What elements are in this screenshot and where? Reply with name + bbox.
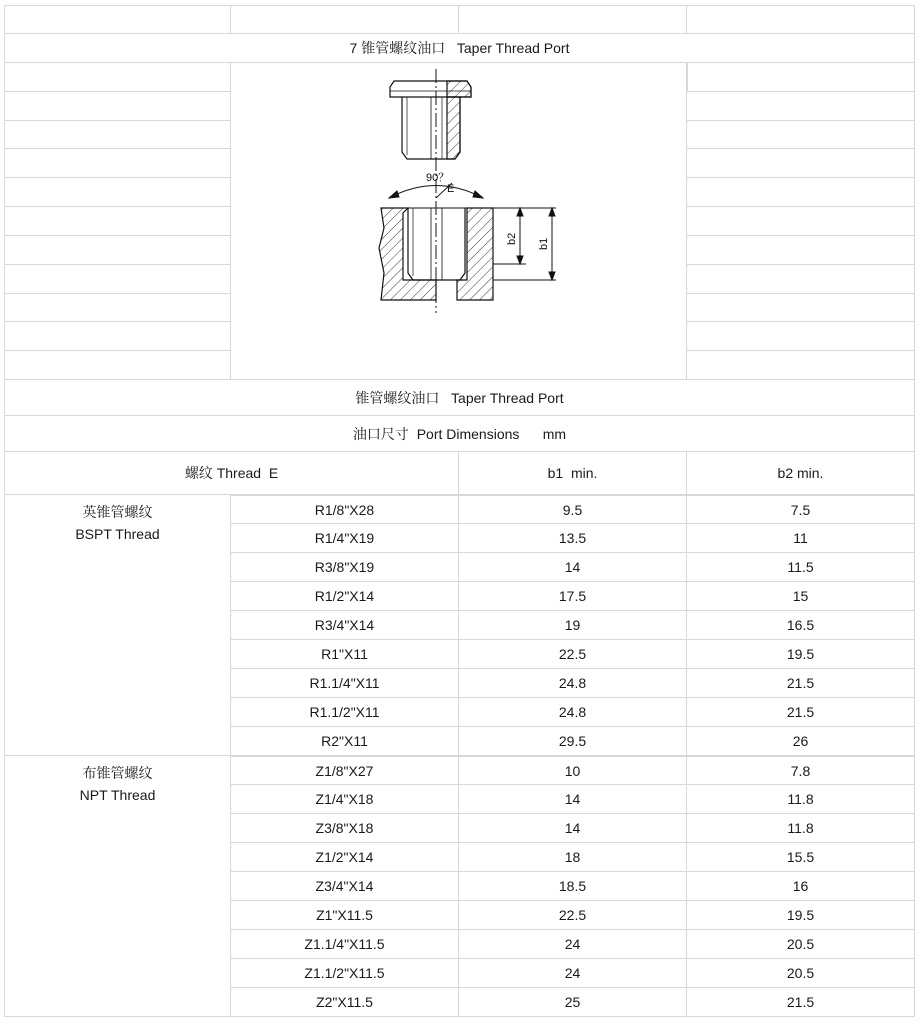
b2-cell[interactable]: 21.5: [687, 669, 915, 698]
empty-row: [4, 5, 915, 34]
thread-cell[interactable]: R1"X11: [231, 640, 459, 669]
table-row: [231, 930, 915, 959]
angle-label: 90？: [426, 172, 450, 184]
thread-cell[interactable]: R1.1/4"X11: [231, 669, 459, 698]
b2-cell[interactable]: 16.5: [687, 611, 915, 640]
group-name-en: BSPT Thread: [75, 526, 160, 542]
thread-cell[interactable]: R1/8"X28: [231, 495, 459, 524]
b1-cell[interactable]: 19: [459, 611, 687, 640]
empty-cell[interactable]: [687, 322, 915, 351]
b2-cell[interactable]: 7.5: [687, 495, 915, 524]
thread-cell[interactable]: R1.1/2"X11: [231, 698, 459, 727]
taper-port-drawing[interactable]: [231, 63, 687, 380]
b1-cell[interactable]: 22.5: [459, 640, 687, 669]
thread-cell[interactable]: Z1/2"X14: [231, 843, 459, 872]
empty-cell[interactable]: [687, 5, 915, 34]
empty-cell[interactable]: [4, 178, 231, 207]
drawing-block: [4, 63, 915, 380]
empty-cell[interactable]: [687, 294, 915, 323]
dimensions-row: [4, 416, 915, 452]
b1-cell[interactable]: 9.5: [459, 495, 687, 524]
thread-cell[interactable]: Z3/8"X18: [231, 814, 459, 843]
bspt-rows: [231, 495, 915, 756]
thread-cell[interactable]: R3/4"X14: [231, 611, 459, 640]
table-row: [231, 785, 915, 814]
table-row: [231, 727, 915, 756]
b2-cell[interactable]: 11.8: [687, 785, 915, 814]
table-row: [231, 524, 915, 553]
b1-cell[interactable]: 24.8: [459, 669, 687, 698]
empty-cell[interactable]: [4, 351, 231, 380]
empty-cell[interactable]: [4, 5, 231, 34]
empty-cell[interactable]: [4, 236, 231, 265]
b2-cell[interactable]: 15: [687, 582, 915, 611]
empty-cell[interactable]: [687, 63, 915, 92]
empty-cell[interactable]: [687, 92, 915, 121]
b2-cell[interactable]: 16: [687, 872, 915, 901]
table-row: [231, 582, 915, 611]
b1-cell[interactable]: 17.5: [459, 582, 687, 611]
group-name-cn: 英锥管螺纹: [82, 504, 153, 520]
thread-cell[interactable]: Z1.1/2"X11.5: [231, 959, 459, 988]
empty-cell[interactable]: [687, 265, 915, 294]
thread-cell[interactable]: Z1.1/4"X11.5: [231, 930, 459, 959]
group-name-cell[interactable]: [4, 495, 231, 756]
section-subtitle[interactable]: 锥管螺纹油口 Taper Thread Port: [4, 380, 915, 416]
empty-cell[interactable]: [687, 207, 915, 236]
b2-dimension-label: b2: [506, 232, 518, 245]
b2-cell[interactable]: 20.5: [687, 959, 915, 988]
header-thread[interactable]: 螺纹 Thread E: [4, 452, 459, 495]
empty-cell[interactable]: [231, 5, 459, 34]
b1-cell[interactable]: 24: [459, 959, 687, 988]
group-name-cell[interactable]: [4, 756, 231, 1017]
empty-cell[interactable]: [4, 294, 231, 323]
table-header-row: [4, 452, 915, 495]
b1-cell[interactable]: 13.5: [459, 524, 687, 553]
empty-cell[interactable]: [4, 121, 231, 150]
empty-cell[interactable]: [4, 265, 231, 294]
b2-cell[interactable]: 11.8: [687, 814, 915, 843]
b2-cell[interactable]: 15.5: [687, 843, 915, 872]
npt-group: [4, 756, 915, 1017]
b1-cell[interactable]: 18.5: [459, 872, 687, 901]
b1-dimension-label: b1: [538, 237, 550, 250]
b2-cell[interactable]: 21.5: [687, 988, 915, 1017]
b1-cell[interactable]: 14: [459, 785, 687, 814]
right-empty-column: [687, 63, 915, 380]
table-row: [231, 843, 915, 872]
group-name-en: NPT Thread: [79, 787, 156, 803]
b1-cell[interactable]: 29.5: [459, 727, 687, 756]
thread-label: E: [447, 183, 455, 195]
title-row: [4, 34, 915, 63]
empty-cell[interactable]: [459, 5, 687, 34]
b1-cell[interactable]: 24.8: [459, 698, 687, 727]
thread-cell[interactable]: Z1"X11.5: [231, 901, 459, 930]
empty-cell[interactable]: [4, 207, 231, 236]
taper-port-diagram: [231, 63, 687, 380]
b2-cell[interactable]: 7.8: [687, 756, 915, 785]
b1-cell[interactable]: 14: [459, 814, 687, 843]
table-row: [231, 553, 915, 582]
table-row: [231, 901, 915, 930]
empty-cell[interactable]: [4, 149, 231, 178]
thread-cell[interactable]: Z2"X11.5: [231, 988, 459, 1017]
b2-cell[interactable]: 11: [687, 524, 915, 553]
thread-cell[interactable]: Z1/8"X27: [231, 756, 459, 785]
b2-cell[interactable]: 11.5: [687, 553, 915, 582]
empty-cell[interactable]: [687, 236, 915, 265]
b1-cell[interactable]: 18: [459, 843, 687, 872]
b1-cell[interactable]: 24: [459, 930, 687, 959]
table-row: [231, 495, 915, 524]
b1-cell[interactable]: 22.5: [459, 901, 687, 930]
empty-cell[interactable]: [687, 121, 915, 150]
dimensions-caption[interactable]: 油口尺寸 Port Dimensions mm: [4, 416, 915, 452]
table-row: [231, 611, 915, 640]
table-row: [231, 669, 915, 698]
spreadsheet-grid: [4, 5, 915, 1017]
empty-cell[interactable]: [4, 63, 231, 92]
thread-cell[interactable]: R1/2"X14: [231, 582, 459, 611]
table-row: [231, 814, 915, 843]
table-row: [231, 640, 915, 669]
thread-cell[interactable]: R1/4"X19: [231, 524, 459, 553]
empty-cell[interactable]: [687, 149, 915, 178]
header-b2[interactable]: b2 min.: [687, 452, 915, 495]
b2-cell[interactable]: 21.5: [687, 698, 915, 727]
b2-cell[interactable]: 20.5: [687, 930, 915, 959]
table-row: [231, 756, 915, 785]
b1-cell[interactable]: 25: [459, 988, 687, 1017]
b2-cell[interactable]: 26: [687, 727, 915, 756]
table-row: [231, 698, 915, 727]
b1-cell[interactable]: 10: [459, 756, 687, 785]
empty-cell[interactable]: [687, 351, 915, 380]
empty-cell[interactable]: [687, 178, 915, 207]
empty-cell[interactable]: [4, 322, 231, 351]
empty-cell[interactable]: [4, 92, 231, 121]
left-empty-column: [4, 63, 231, 380]
header-b1[interactable]: b1 min.: [459, 452, 687, 495]
table-row: [231, 959, 915, 988]
npt-rows: [231, 756, 915, 1017]
bspt-group: [4, 495, 915, 756]
thread-cell[interactable]: R3/8"X19: [231, 553, 459, 582]
sheet-title[interactable]: 7 锥管螺纹油口 Taper Thread Port: [4, 34, 915, 63]
table-row: [231, 872, 915, 901]
thread-cell[interactable]: Z1/4"X18: [231, 785, 459, 814]
b1-cell[interactable]: 14: [459, 553, 687, 582]
b2-cell[interactable]: 19.5: [687, 640, 915, 669]
subtitle-row: [4, 380, 915, 416]
thread-cell[interactable]: Z3/4"X14: [231, 872, 459, 901]
b2-cell[interactable]: 19.5: [687, 901, 915, 930]
table-row: [231, 988, 915, 1017]
group-name-cn: 布锥管螺纹: [82, 765, 153, 781]
fitting-drawing: [390, 81, 471, 159]
thread-cell[interactable]: R2"X11: [231, 727, 459, 756]
